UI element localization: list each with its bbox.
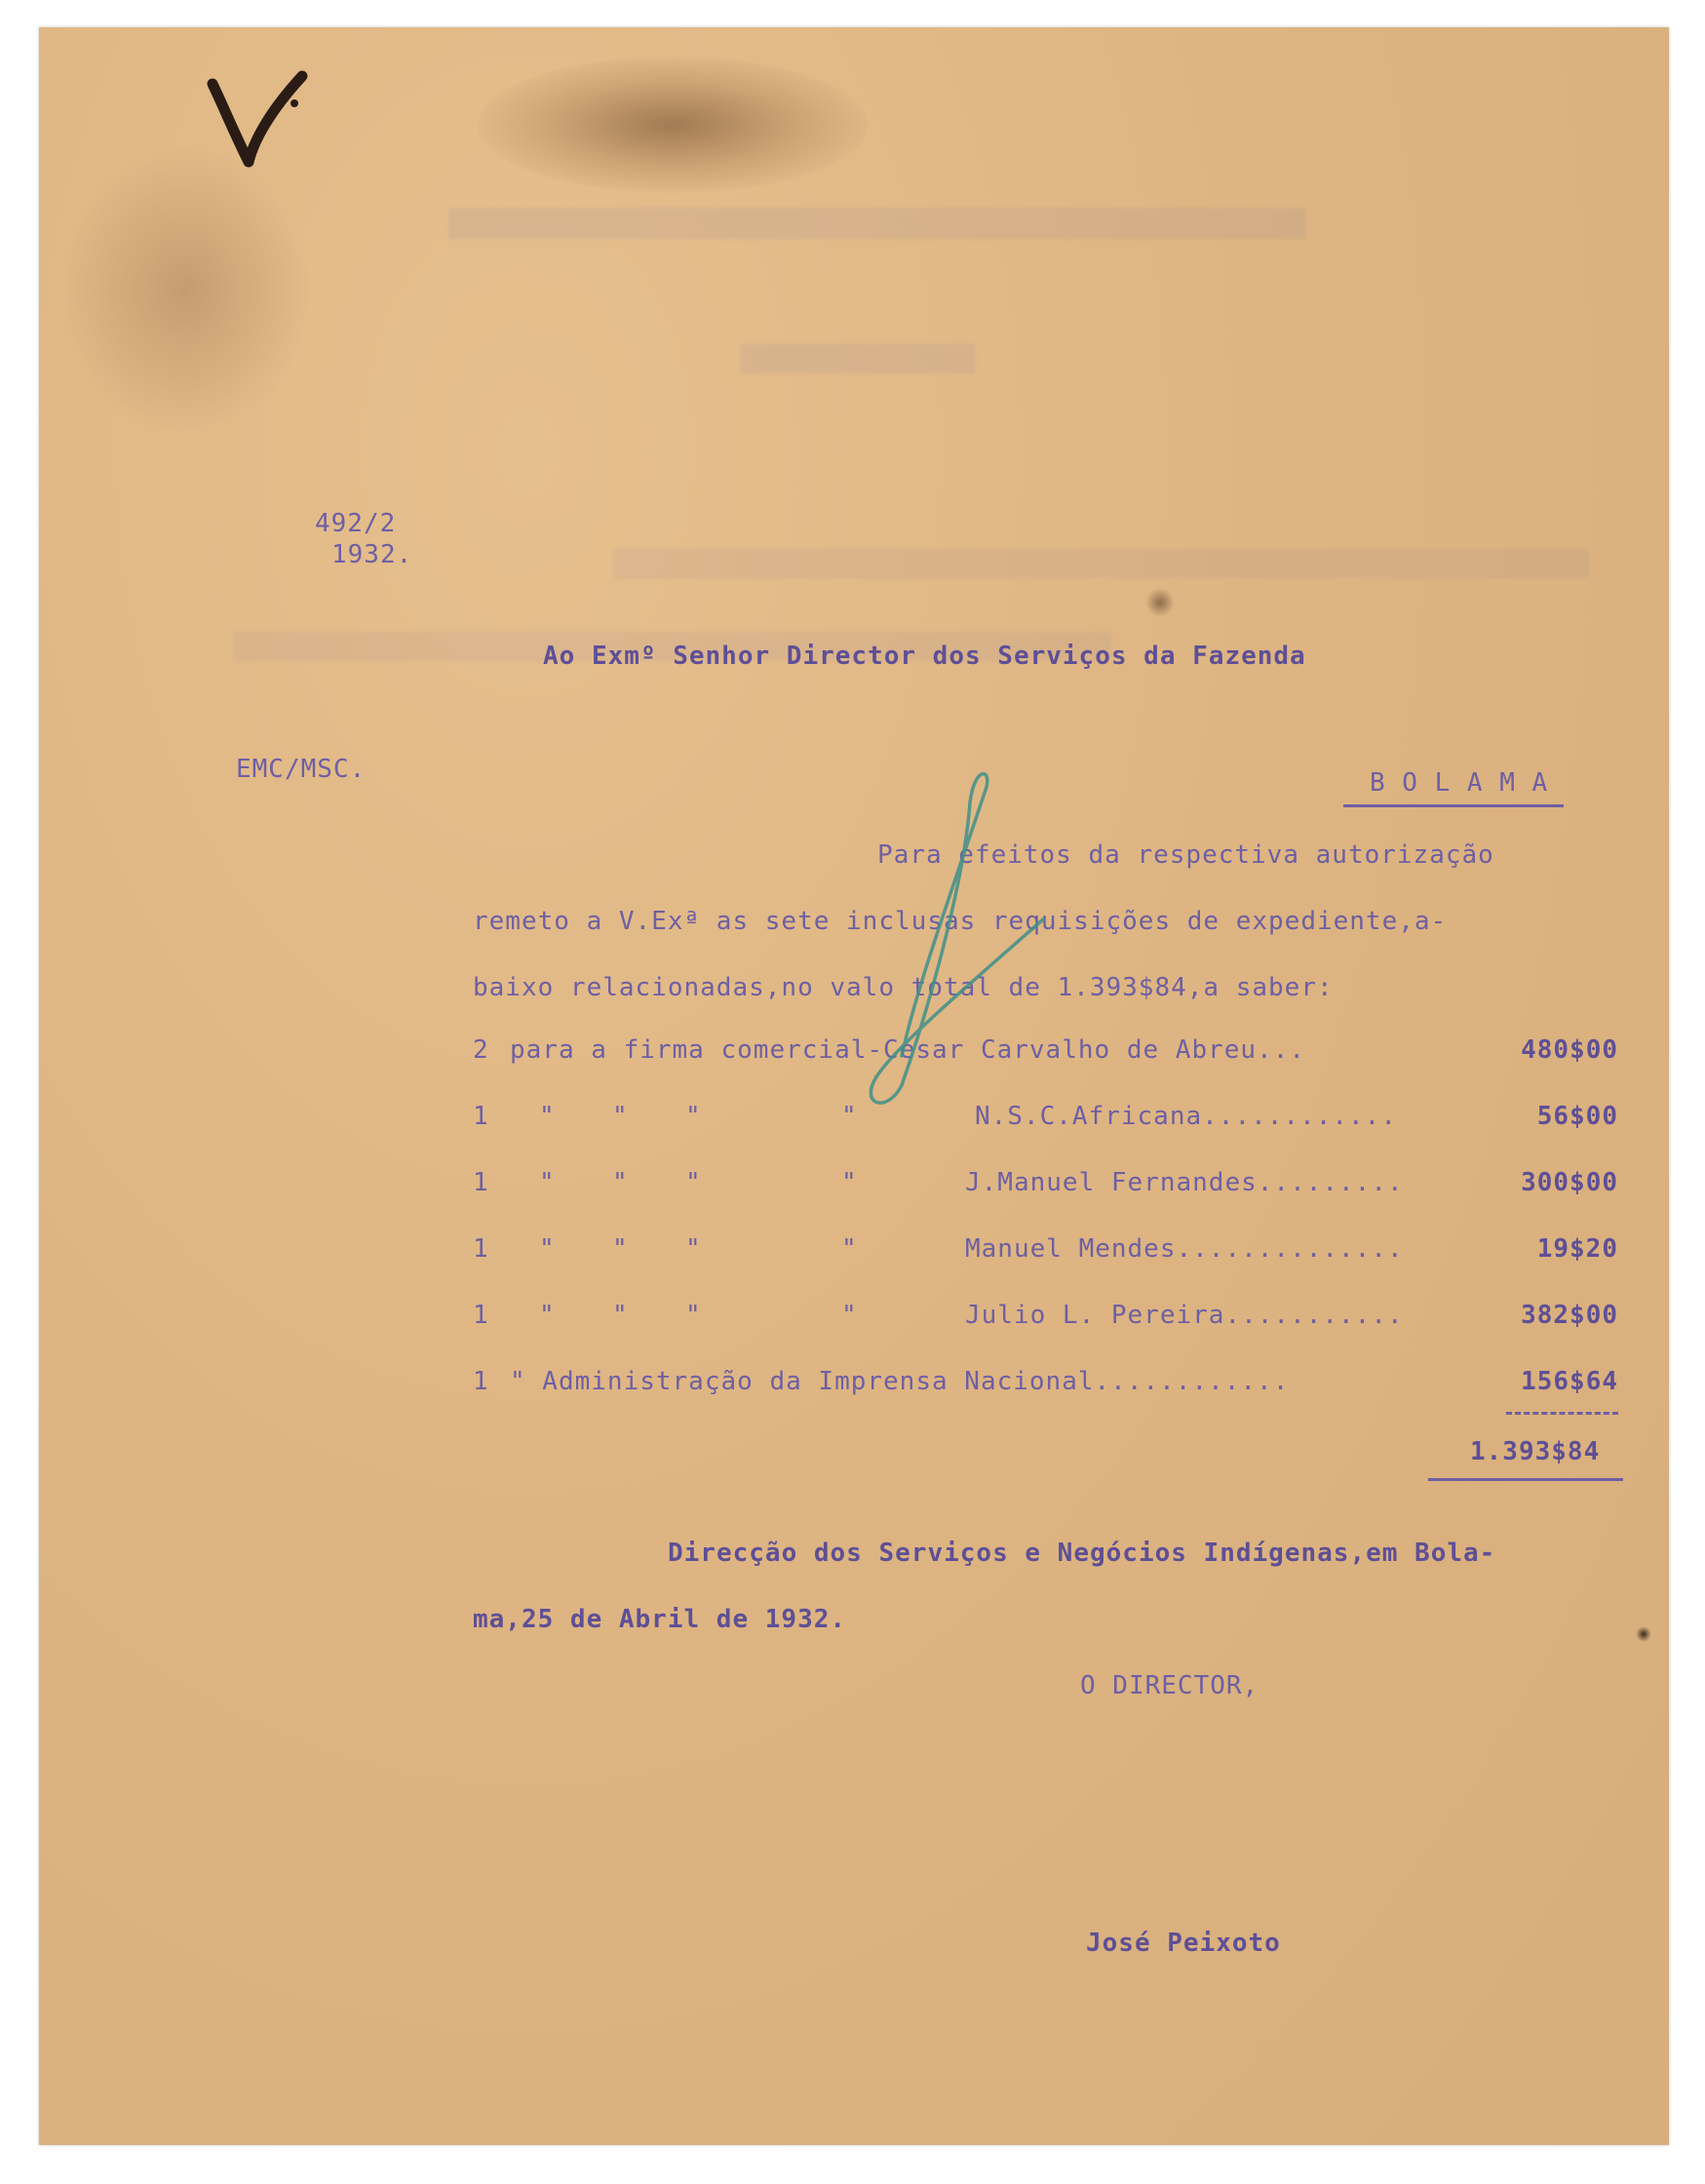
item-count: 1: [473, 1102, 489, 1131]
list-item: [473, 1170, 1618, 1203]
item-amount: 300$00: [1521, 1168, 1618, 1197]
item-name: Manuel Mendes..............: [965, 1234, 1404, 1264]
item-name: N.S.C.Africana............: [975, 1102, 1397, 1131]
stain-left: [58, 144, 312, 437]
pencil-annotation-icon: [809, 763, 1092, 1124]
item-name: J.Manuel Fernandes.........: [965, 1168, 1404, 1197]
total-underline: [1428, 1478, 1623, 1481]
ditto-mark: ": [685, 1168, 702, 1197]
ditto-mark: ": [612, 1234, 629, 1264]
show-through-band: [741, 344, 975, 373]
item-amount: 19$20: [1536, 1234, 1618, 1264]
stain-spot-right: [1636, 1626, 1651, 1642]
show-through-band: [448, 208, 1306, 239]
ditto-mark: ": [539, 1168, 556, 1197]
stain-spot: [1145, 588, 1175, 617]
item-count: 1: [473, 1234, 489, 1264]
place-underline: [1343, 804, 1564, 807]
item-count: 1: [473, 1367, 489, 1396]
ditto-mark: ": [685, 1102, 702, 1131]
ditto-mark: ": [612, 1168, 629, 1197]
check-mark-icon: [195, 64, 322, 181]
body-line-3: baixo relacionadas,no valo total de 1.393$84,a saber:: [473, 973, 1334, 1002]
item-text: " Administração da Imprensa Nacional............: [510, 1367, 1290, 1396]
document-page: [39, 27, 1669, 2145]
reference-number: 492/2: [315, 509, 397, 538]
signatory-name: José Peixoto: [1086, 1929, 1281, 1958]
item-count: 2: [473, 1035, 489, 1065]
ditto-mark: ": [539, 1102, 556, 1131]
item-amount: 56$00: [1536, 1102, 1618, 1131]
initials: EMC/MSC.: [236, 755, 367, 784]
ditto-mark: ": [685, 1301, 702, 1330]
sum-separator: [1506, 1412, 1618, 1415]
closing-line-2: ma,25 de Abril de 1932.: [473, 1605, 847, 1634]
list-item: [473, 1236, 1618, 1269]
item-count: 1: [473, 1301, 489, 1330]
list-item: [473, 1303, 1618, 1336]
closing-line-1: Direcção dos Serviços e Negócios Indígenas,em Bola-: [668, 1539, 1496, 1568]
ditto-mark: ": [841, 1102, 858, 1131]
list-item: [473, 1369, 1618, 1402]
show-through-band: [614, 549, 1589, 578]
ditto-mark: ": [841, 1301, 858, 1330]
ditto-mark: ": [685, 1234, 702, 1264]
item-amount: 156$64: [1521, 1367, 1618, 1396]
body-line-1: Para efeitos da respectiva autorização: [877, 840, 1494, 870]
item-amount: 382$00: [1521, 1301, 1618, 1330]
addressee-line: Ao Exmº Senhor Director dos Serviços da Fazenda: [543, 642, 1306, 671]
body-line-2: remeto a V.Exª as sete inclusas requisições de expediente,a-: [473, 907, 1448, 936]
ditto-mark: ": [539, 1301, 556, 1330]
total-amount: 1.393$84: [1470, 1437, 1601, 1466]
ditto-mark: ": [612, 1102, 629, 1131]
item-name: Julio L. Pereira...........: [965, 1301, 1404, 1330]
item-text: para a firma comercial-Cesar Carvalho de Abreu...: [510, 1035, 1306, 1065]
ditto-mark: ": [539, 1234, 556, 1264]
ditto-mark: ": [612, 1301, 629, 1330]
item-count: 1: [473, 1168, 489, 1197]
addressee-place: B O L A M A: [1370, 768, 1549, 798]
ditto-mark: ": [841, 1234, 858, 1264]
stain-top: [478, 57, 868, 193]
signatory-title: O DIRECTOR,: [1080, 1671, 1259, 1700]
item-amount: 480$00: [1521, 1035, 1618, 1065]
ditto-mark: ": [841, 1168, 858, 1197]
reference-year: 1932.: [331, 540, 413, 569]
